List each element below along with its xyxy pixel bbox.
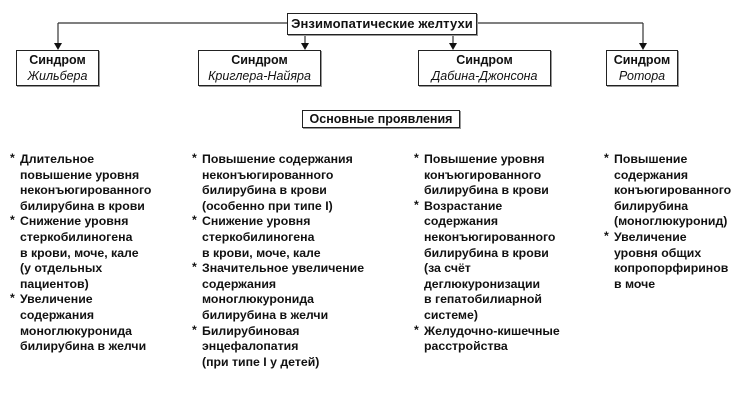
bullet-star-icon: * — [414, 322, 419, 337]
manifestation-item — [414, 324, 560, 355]
manifestation-text-line: стеркобилиногена — [20, 229, 133, 244]
manifestation-text-line: Возрастание — [424, 198, 503, 213]
manifestation-text-line: содержания — [202, 276, 277, 291]
manifestation-text-line: Билирубиновая — [202, 323, 300, 338]
manifestation-text-line: (за счёт — [424, 261, 471, 276]
manifestation-text-line: деглюкуронизации — [424, 276, 541, 291]
manifestation-text-line: Длительное — [20, 152, 95, 166]
syndrome-name: Дабина-Джонсона — [431, 69, 538, 83]
manifestation-text-line: в гепатобилиарной — [424, 292, 542, 307]
manifestation-text-line: билирубина в желчи — [202, 307, 329, 322]
manifestation-text-line: Снижение уровня — [202, 214, 311, 229]
manifestation-text-line: копропорфиринов — [614, 261, 729, 276]
manifestation-text-line: билирубина в желчи — [20, 339, 147, 354]
syndrome-word: Синдром — [613, 53, 671, 67]
bullet-star-icon: * — [192, 213, 197, 228]
bullet-star-icon: * — [192, 151, 197, 165]
manifestation-text-line: неконъюгированного — [424, 229, 556, 244]
manifestation-item — [10, 152, 151, 214]
manifestation-text-line: уровня общих — [614, 245, 702, 260]
manifestation-text-line: содержания — [20, 307, 95, 322]
manifestations-column-gilbert — [10, 152, 151, 355]
arrow-head-icon — [54, 43, 62, 50]
bullet-star-icon: * — [10, 151, 15, 165]
syndrome-word: Синдром — [231, 53, 288, 67]
manifestation-text-line: Значительное увеличение — [202, 261, 365, 276]
manifestations-label: Основные проявления — [302, 110, 460, 128]
manifestation-text-line: повышение уровня — [20, 167, 140, 182]
manifestation-text-line: билирубина в крови — [20, 198, 145, 213]
manifestation-text-line: (моноглюкуронид) — [614, 214, 728, 229]
manifestation-text-line: моноглюкуронида — [20, 323, 132, 338]
manifestation-text-line: Желудочно-кишечные — [424, 323, 560, 338]
manifestation-item — [192, 324, 364, 371]
manifestation-text-line: в моче — [614, 276, 656, 291]
manifestation-text-line: моноглюкуронида — [202, 292, 314, 307]
manifestation-text-line: стеркобилиногена — [202, 229, 315, 244]
manifestation-text-line: билирубина в крови — [424, 183, 549, 198]
bullet-star-icon: * — [10, 291, 15, 306]
syndrome-node-crigler-najjar — [198, 50, 321, 86]
manifestation-text-line: (особенно при типе I) — [202, 198, 333, 213]
syndrome-node-rotor — [606, 50, 678, 86]
manifestation-item — [10, 292, 151, 354]
manifestation-item — [604, 152, 731, 230]
bullet-star-icon: * — [10, 213, 15, 228]
bullet-star-icon: * — [414, 151, 419, 165]
manifestations-column-rotor — [604, 152, 731, 292]
manifestation-text-line: билирубина в крови — [424, 245, 549, 260]
manifestation-text-line: Увеличение — [20, 292, 93, 307]
manifestation-text-line: энцефалопатия — [202, 339, 299, 354]
bullet-star-icon: * — [604, 151, 609, 165]
manifestation-text-line: (у отдельных — [20, 261, 103, 276]
manifestation-text-line: Повышение содержания — [202, 152, 353, 166]
bullet-star-icon: * — [192, 260, 197, 275]
manifestation-item — [192, 214, 364, 261]
syndrome-word: Синдром — [456, 53, 513, 67]
manifestation-item — [192, 152, 364, 214]
manifestations-column-dubin-johnson — [414, 152, 560, 355]
manifestation-text-line: Снижение уровня — [20, 214, 129, 229]
bullet-star-icon: * — [192, 322, 197, 337]
manifestation-text-line: Повышение — [614, 152, 688, 166]
manifestation-text-line: конъюгированного — [424, 167, 542, 182]
manifestation-item — [604, 230, 731, 292]
manifestation-text-line: расстройства — [424, 339, 508, 354]
manifestation-text-line: конъюгированного — [614, 183, 732, 198]
manifestation-text-line: неконъюгированного — [20, 183, 152, 198]
manifestation-item — [414, 152, 560, 199]
syndrome-name: Жильбера — [27, 69, 88, 83]
manifestation-text-line: содержания — [614, 167, 689, 182]
bullet-star-icon: * — [604, 228, 609, 243]
syndrome-node-gilbert — [16, 50, 99, 86]
manifestations-column-crigler-najjar — [192, 152, 364, 370]
manifestation-text-line: в крови, моче, кале — [202, 245, 321, 260]
syndrome-name: Криглера-Найяра — [208, 69, 311, 83]
manifestation-text-line: пациентов) — [20, 276, 89, 291]
bullet-star-icon: * — [414, 197, 419, 212]
manifestation-item — [10, 214, 151, 292]
manifestation-text-line: системе) — [424, 307, 478, 322]
manifestation-text-line: неконъюгированного — [202, 167, 334, 182]
manifestation-text-line: Увеличение — [614, 229, 687, 244]
syndrome-word: Синдром — [29, 53, 86, 67]
root-node: Энзимопатические желтухи — [287, 13, 477, 35]
manifestation-text-line: билирубина в крови — [202, 183, 327, 198]
manifestation-item — [192, 261, 364, 323]
manifestation-text-line: в крови, моче, кале — [20, 245, 139, 260]
syndrome-node-dubin-johnson — [418, 50, 551, 86]
syndrome-name: Ротора — [618, 69, 666, 83]
manifestation-text-line: билирубина — [614, 198, 689, 213]
manifestation-text-line: содержания — [424, 214, 499, 229]
manifestation-text-line: (при типе I у детей) — [202, 354, 320, 369]
manifestation-item — [414, 199, 560, 324]
arrow-head-icon — [301, 43, 309, 50]
arrow-head-icon — [639, 43, 647, 50]
manifestation-text-line: Повышение уровня — [424, 152, 545, 166]
arrow-head-icon — [449, 43, 457, 50]
